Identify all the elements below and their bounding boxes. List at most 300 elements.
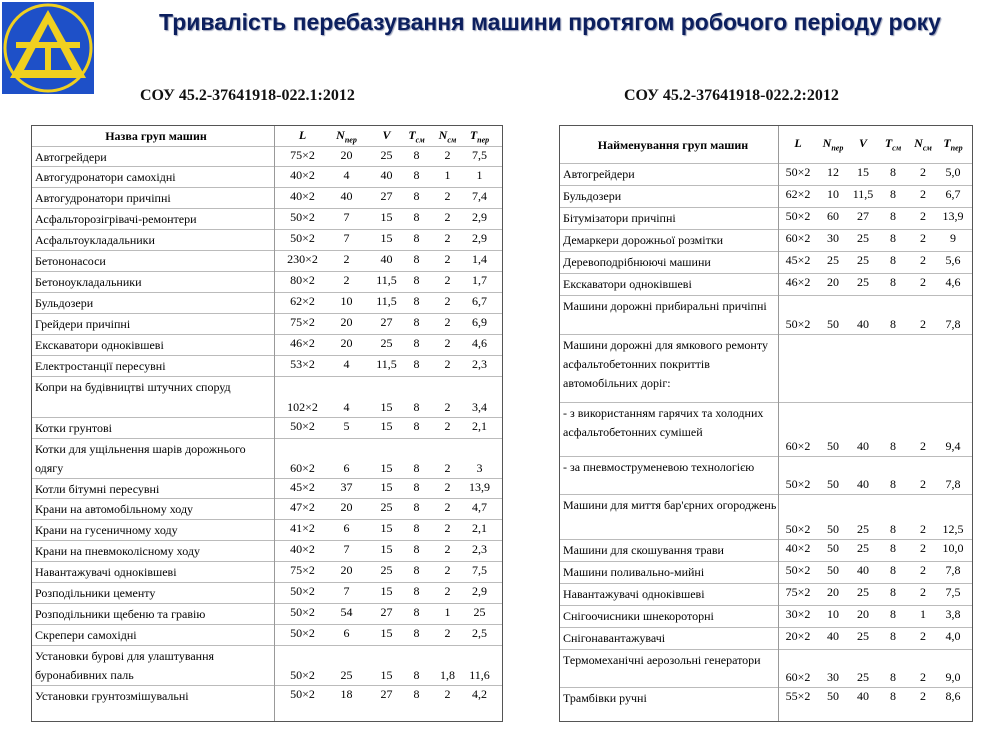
table-cell: 2 <box>920 477 926 491</box>
row-divider <box>560 295 972 296</box>
machine-group-name: Крани на пневмоколісному ходу <box>35 544 200 558</box>
table-cell: 8 <box>413 584 420 598</box>
table-cell: 2 <box>444 563 451 577</box>
table-row <box>32 292 502 313</box>
table-cell: 8 <box>890 585 896 599</box>
table-cell: 8 <box>413 231 420 245</box>
row-divider <box>560 539 972 540</box>
table-cell: 47×2 <box>290 500 315 514</box>
table-row <box>32 166 502 187</box>
table-cell: 2 <box>920 209 926 223</box>
machine-group-name: Бетоноукладальники <box>35 275 142 289</box>
table-row <box>560 334 972 402</box>
table-cell: 10 <box>340 294 353 308</box>
column-header-symbol: T <box>884 136 893 150</box>
table-cell: 50×2 <box>290 231 315 245</box>
row-divider <box>560 273 972 274</box>
column-header-subscript: см <box>447 135 457 145</box>
table-cell: 1,8 <box>440 668 455 682</box>
table-row <box>560 295 972 334</box>
machine-group-name: Електростанції пересувні <box>35 359 166 373</box>
table-cell: 60 <box>827 209 839 223</box>
row-divider <box>560 649 972 650</box>
table-cell: 11,6 <box>469 668 490 682</box>
table-row <box>32 582 502 603</box>
table-cell: 1 <box>920 607 926 621</box>
table-cell: 15 <box>380 626 393 640</box>
table-cell: 11,5 <box>376 273 397 287</box>
row-divider <box>32 208 502 209</box>
table-header <box>32 126 502 146</box>
table-cell: 15 <box>857 165 869 179</box>
row-divider <box>32 478 502 479</box>
table-cell: 2,9 <box>472 584 487 598</box>
table-cell: 15 <box>380 584 393 598</box>
table-row <box>560 561 972 583</box>
table-cell: 25 <box>857 253 869 267</box>
table-cell: 50×2 <box>785 209 811 223</box>
table-cell: 2 <box>920 439 926 453</box>
table-cell: 8 <box>890 187 896 201</box>
table-cell: 25 <box>857 629 869 643</box>
table-row <box>560 273 972 295</box>
table-cell: 45×2 <box>785 253 811 267</box>
table-cell: 8 <box>890 563 896 577</box>
table-row <box>560 185 972 207</box>
row-divider <box>32 334 502 335</box>
row-divider <box>32 376 502 377</box>
table-cell: 7 <box>343 231 350 245</box>
machine-group-name: Копри на будівництві штучних споруд <box>35 380 231 394</box>
table-cell: 5 <box>343 419 350 433</box>
table-cell: 15 <box>380 461 393 475</box>
row-divider <box>32 540 502 541</box>
table-cell: 15 <box>380 231 393 245</box>
row-divider <box>32 250 502 251</box>
table-cell: 50×2 <box>785 317 811 331</box>
table-cell: 62×2 <box>290 294 315 308</box>
table-cell: 2 <box>444 315 451 329</box>
row-divider <box>560 334 972 335</box>
table-cell: 2 <box>444 461 451 475</box>
machine-group-name: Установки бурові для улаштування буронабивних паль <box>35 649 215 682</box>
row-divider <box>32 229 502 230</box>
table-cell: 8 <box>413 626 420 640</box>
column-header-subscript: пер <box>344 135 357 145</box>
table-cell: 8 <box>413 210 420 224</box>
table-cell: 8 <box>413 461 420 475</box>
column-header-symbol: L <box>298 128 307 142</box>
table-cell: 4,0 <box>945 629 961 643</box>
row-divider <box>560 605 972 606</box>
row-divider <box>32 187 502 188</box>
table-row <box>32 334 502 355</box>
table-cell: 20 <box>340 563 353 577</box>
table-cell: 18 <box>340 687 353 701</box>
row-divider <box>560 185 972 186</box>
table-cell: 4,6 <box>472 336 487 350</box>
table-row <box>32 478 502 498</box>
table-row <box>32 561 502 582</box>
table-cell: 8 <box>890 253 896 267</box>
table-cell: 7,5 <box>945 585 961 599</box>
table-cell: 8 <box>413 687 420 701</box>
table-cell: 7,5 <box>472 563 487 577</box>
table-cell: 8 <box>413 542 420 556</box>
table-row <box>560 539 972 561</box>
table-cell: 8 <box>413 273 420 287</box>
table-cell: 20 <box>340 315 353 329</box>
table-row <box>32 540 502 561</box>
row-divider <box>560 251 972 252</box>
table-cell: 50 <box>827 317 839 331</box>
table-cell: 1,7 <box>472 273 487 287</box>
table-cell: 50×2 <box>785 563 811 577</box>
table-cell: 8 <box>413 605 420 619</box>
table-cell: 25 <box>857 585 869 599</box>
column-header-subscript: пер <box>477 135 490 145</box>
row-divider <box>32 166 502 167</box>
table-cell: 2 <box>444 626 451 640</box>
table-cell: 12 <box>827 165 839 179</box>
table-cell: 50×2 <box>290 419 315 433</box>
table-cell: 2 <box>920 253 926 267</box>
machine-group-name: Деревоподрібнюючі машини <box>563 255 711 269</box>
table-cell: 2 <box>920 670 926 684</box>
table-cell: 40 <box>380 168 393 182</box>
machine-group-name: Машини дорожні для ямкового ремонту асфальтобетонних покриттів автомобільних доріг: <box>563 338 768 390</box>
table-cell: 8 <box>890 477 896 491</box>
machine-group-name: Котки для ущільнення шарів дорожнього одягу <box>35 442 246 475</box>
table-cell: 2 <box>444 542 451 556</box>
table-cell: 6,7 <box>945 187 961 201</box>
table-cell: 54 <box>340 605 353 619</box>
table-cell: 15 <box>380 419 393 433</box>
table-cell: 2 <box>343 273 350 287</box>
table-cell: 2 <box>444 521 451 535</box>
row-divider <box>32 417 502 418</box>
machine-group-name: - за пневмоструменевою технологією <box>563 460 755 474</box>
table-cell: 8 <box>890 629 896 643</box>
machine-group-name: Скрепери самохідні <box>35 628 137 642</box>
table-cell: 4 <box>343 400 350 414</box>
table-row <box>560 583 972 605</box>
table-cell: 8 <box>890 541 896 555</box>
column-header <box>280 128 325 143</box>
table-cell: 20 <box>340 148 353 162</box>
table-cell: 11,5 <box>376 357 397 371</box>
table-cell: 25 <box>827 253 839 267</box>
table-cell: 27 <box>380 687 393 701</box>
row-divider <box>560 687 972 688</box>
table-cell: 60×2 <box>785 439 811 453</box>
table-cell: 4 <box>343 357 350 371</box>
table-cell: 40 <box>857 317 869 331</box>
column-header-subscript: см <box>892 143 902 153</box>
table-cell: 2 <box>920 231 926 245</box>
table-cell: 25 <box>380 500 393 514</box>
table-cell: 10,0 <box>942 541 964 555</box>
table-cell: 30 <box>827 231 839 245</box>
row-divider <box>32 313 502 314</box>
table-cell: 7,8 <box>945 477 961 491</box>
table-cell: 2 <box>444 210 451 224</box>
table-cell: 8 <box>413 400 420 414</box>
table-cell: 7 <box>343 542 350 556</box>
table-cell: 2 <box>444 294 451 308</box>
table-cell: 25 <box>380 148 393 162</box>
table-cell: 15 <box>380 400 393 414</box>
table-cell: 2,1 <box>472 521 487 535</box>
table-cell: 8 <box>413 315 420 329</box>
table-cell: 2 <box>920 522 926 536</box>
table-cell: 8 <box>890 209 896 223</box>
table-cell: 60×2 <box>785 231 811 245</box>
table-row <box>560 402 972 456</box>
table-cell: 8 <box>413 419 420 433</box>
machine-group-name: Розподільники цементу <box>35 586 156 600</box>
table-row <box>32 603 502 624</box>
table-row <box>32 624 502 645</box>
table-cell: 25 <box>857 522 869 536</box>
table-cell: 12,5 <box>942 522 964 536</box>
column-header-symbol: T <box>408 128 416 142</box>
table-cell: 40 <box>827 629 839 643</box>
table-cell: 4,6 <box>945 275 961 289</box>
table-cell: 8 <box>890 689 896 703</box>
machine-group-name: Екскаватори одноківшеві <box>563 277 692 291</box>
table-cell: 37 <box>340 480 353 494</box>
table-cell: 2 <box>444 400 451 414</box>
machine-group-name: Бульдозери <box>563 189 622 203</box>
table-row <box>32 229 502 250</box>
table-cell: 7,8 <box>945 563 961 577</box>
row-divider <box>560 494 972 495</box>
table-cell: 20 <box>340 336 353 350</box>
table-cell: 75×2 <box>290 563 315 577</box>
table-cell: 15 <box>380 480 393 494</box>
table-cell: 75×2 <box>785 585 811 599</box>
table-cell: 2 <box>920 585 926 599</box>
table-cell: 10 <box>827 187 839 201</box>
table-cell: 8 <box>413 252 420 266</box>
table-row <box>560 251 972 273</box>
table-cell: 230×2 <box>287 252 318 266</box>
row-divider <box>560 163 972 164</box>
machine-group-name: Бульдозери <box>35 296 94 310</box>
table-cell: 75×2 <box>290 315 315 329</box>
table-cell: 25 <box>380 563 393 577</box>
table-cell: 45×2 <box>290 480 315 494</box>
table-cell: 8 <box>413 521 420 535</box>
machine-group-name: Машини для миття бар'єрних огороджень <box>563 498 777 512</box>
table-cell: 80×2 <box>290 273 315 287</box>
table-cell: 2 <box>343 252 350 266</box>
table-cell: 9 <box>950 231 956 245</box>
table-cell: 50×2 <box>290 210 315 224</box>
table-cell: 6 <box>343 626 350 640</box>
table-cell: 75×2 <box>290 148 315 162</box>
table-row <box>32 271 502 292</box>
table-cell: 8 <box>413 148 420 162</box>
table-cell: 8 <box>890 275 896 289</box>
left-machine-table <box>31 125 503 722</box>
table-cell: 13,9 <box>469 480 490 494</box>
table-cell: 7,4 <box>472 189 487 203</box>
table-row <box>560 207 972 229</box>
table-row <box>32 498 502 519</box>
table-cell: 5,6 <box>945 253 961 267</box>
column-header-subscript: см <box>415 135 425 145</box>
table-row <box>32 417 502 438</box>
table-cell: 27 <box>380 189 393 203</box>
table-cell: 7,8 <box>945 317 961 331</box>
machine-group-name: Установки грунтозмішувальні <box>35 689 189 703</box>
table-cell: 5,0 <box>945 165 961 179</box>
table-cell: 40×2 <box>290 542 315 556</box>
machine-group-name: Термомеханічні аерозольні генератори <box>563 653 761 667</box>
table-cell: 1,4 <box>472 252 487 266</box>
table-row <box>32 313 502 334</box>
table-cell: 8 <box>413 189 420 203</box>
table-cell: 2,1 <box>472 419 487 433</box>
machine-group-name: Бетононасоси <box>35 254 106 268</box>
table-cell: 50×2 <box>290 605 315 619</box>
machine-group-name: Автогудронатори самохідні <box>35 170 176 184</box>
table-cell: 2 <box>920 187 926 201</box>
table-row <box>560 229 972 251</box>
table-cell: 46×2 <box>785 275 811 289</box>
machine-group-name: Крани на гусеничному ходу <box>35 523 178 537</box>
table-cell: 13,9 <box>942 209 964 223</box>
machine-group-name: Навантажувачі одноківшеві <box>35 565 177 579</box>
table-cell: 30×2 <box>785 607 811 621</box>
table-cell: 6 <box>343 521 350 535</box>
machine-group-name: Снігоочисники шнекороторні <box>563 609 714 623</box>
table-cell: 50×2 <box>785 522 811 536</box>
table-cell: 2 <box>444 273 451 287</box>
table-cell: 7 <box>343 210 350 224</box>
table-cell: 2 <box>444 687 451 701</box>
table-cell: 60×2 <box>785 670 811 684</box>
table-cell: 8 <box>413 563 420 577</box>
machine-group-name: Крани на автомобільному ходу <box>35 502 194 516</box>
machine-group-name: Асфальторозігрівачі-ремонтери <box>35 212 197 226</box>
table-cell: 8 <box>413 480 420 494</box>
table-row <box>32 645 502 685</box>
table-cell: 50×2 <box>785 165 811 179</box>
table-row <box>560 494 972 539</box>
table-cell: 4,2 <box>472 687 487 701</box>
column-header-symbol: N <box>914 136 923 150</box>
column-header <box>935 136 971 152</box>
table-cell: 2 <box>444 231 451 245</box>
table-cell: 2,9 <box>472 231 487 245</box>
row-divider <box>32 146 502 147</box>
table-cell: 8 <box>413 336 420 350</box>
column-divider <box>778 126 779 721</box>
table-cell: 1 <box>444 168 451 182</box>
table-cell: 8 <box>890 670 896 684</box>
machine-group-name: Котки грунтові <box>35 421 113 435</box>
table-cell: 25 <box>857 670 869 684</box>
row-divider <box>32 292 502 293</box>
table-row <box>32 146 502 166</box>
row-divider <box>560 207 972 208</box>
table-cell: 2 <box>920 317 926 331</box>
table-cell: 8 <box>890 231 896 245</box>
row-divider <box>32 271 502 272</box>
table-cell: 25 <box>340 668 353 682</box>
machine-group-name: Бітумізатори причіпні <box>563 211 676 225</box>
table-cell: 50×2 <box>290 626 315 640</box>
table-row <box>560 627 972 649</box>
table-cell: 27 <box>380 605 393 619</box>
machine-group-name: Снігонавантажувачі <box>563 631 666 645</box>
table-cell: 2 <box>444 336 451 350</box>
table-cell: 1 <box>476 168 483 182</box>
table-cell: 8 <box>413 500 420 514</box>
table-cell: 8 <box>890 607 896 621</box>
table-cell: 40 <box>857 563 869 577</box>
table-cell: 8 <box>413 357 420 371</box>
column-header-symbol: N <box>822 136 832 150</box>
table-cell: 6 <box>343 461 350 475</box>
table-cell: 2 <box>920 629 926 643</box>
column-header-symbol: T <box>943 136 951 150</box>
row-divider <box>560 583 972 584</box>
table-cell: 50 <box>827 477 839 491</box>
machine-group-name: Машини поливально-мийні <box>563 565 705 579</box>
machine-group-name: Демаркери дорожньої розмітки <box>563 233 724 247</box>
row-divider <box>32 498 502 499</box>
row-divider <box>32 603 502 604</box>
machine-group-name: Екскаватори одноківшеві <box>35 338 164 352</box>
table-cell: 3 <box>476 461 483 475</box>
table-cell: 4 <box>343 168 350 182</box>
table-cell: 8 <box>890 522 896 536</box>
table-cell: 2 <box>920 541 926 555</box>
table-cell: 3,8 <box>945 607 961 621</box>
row-divider <box>32 685 502 686</box>
table-cell: 50 <box>827 522 839 536</box>
table-cell: 20 <box>827 275 839 289</box>
table-cell: 40 <box>857 439 869 453</box>
table-cell: 62×2 <box>785 187 811 201</box>
machine-group-name: Автогрейдери <box>35 150 107 164</box>
table-row <box>32 685 502 705</box>
table-cell: 53×2 <box>290 357 315 371</box>
row-divider <box>32 438 502 439</box>
table-cell: 11,5 <box>852 187 874 201</box>
column-header-symbol: T <box>469 128 478 142</box>
table-cell: 40 <box>857 477 869 491</box>
table-row <box>560 649 972 687</box>
road-emblem-icon <box>2 2 94 94</box>
row-divider <box>560 402 972 403</box>
table-cell: 50 <box>827 689 839 703</box>
column-header-name: Назва груп машин <box>105 129 207 143</box>
machine-group-name: Трамбівки ручні <box>563 691 647 705</box>
row-divider <box>32 582 502 583</box>
table-cell: 20 <box>857 607 869 621</box>
table-cell: 1 <box>444 605 451 619</box>
table-cell: 25 <box>857 231 869 245</box>
table-cell: 27 <box>857 209 869 223</box>
column-header-symbol: V <box>382 128 391 142</box>
table-cell: 6,9 <box>472 315 487 329</box>
table-row <box>32 376 502 417</box>
